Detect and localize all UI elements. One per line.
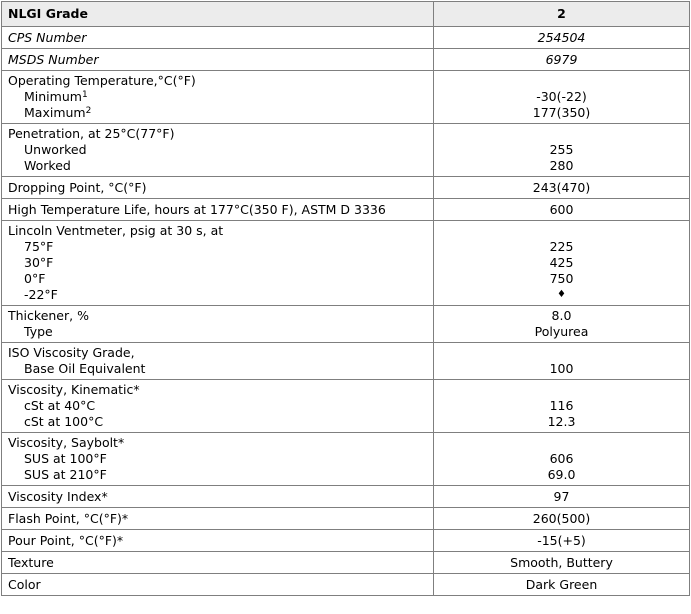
row-heading: Penetration, at 25°C(77°F) bbox=[8, 126, 175, 141]
sub-value: 69.0 bbox=[547, 467, 576, 482]
properties-table bbox=[1, 1, 690, 596]
table-row bbox=[2, 199, 690, 221]
pour-point-label: Pour Point, °C(°F)* bbox=[2, 530, 434, 552]
sub-label: Maximum$^2$ bbox=[24, 105, 92, 120]
sub-label: 0°F bbox=[24, 271, 46, 286]
sub-label: Minimum$^1$ bbox=[24, 89, 88, 104]
row-heading: Viscosity, Saybolt* bbox=[8, 435, 125, 450]
table-row bbox=[2, 27, 690, 49]
texture-value: Smooth, Buttery bbox=[434, 552, 690, 574]
sub-label: Type bbox=[24, 324, 53, 339]
table-row bbox=[2, 49, 690, 71]
sub-value: -30(-22) bbox=[536, 89, 587, 104]
viscosity-saybolt-label bbox=[2, 433, 434, 486]
table-row bbox=[2, 306, 690, 343]
sub-label: SUS at 100°F bbox=[24, 451, 107, 466]
sub-value: 177(350) bbox=[532, 105, 591, 120]
cps-number-value: 254504 bbox=[434, 27, 690, 49]
viscosity-index-label: Viscosity Index* bbox=[2, 486, 434, 508]
sub-value: 116 bbox=[549, 398, 574, 413]
high-temperature-life-label: High Temperature Life, hours at 177°C(350 F), ASTM D 3336 bbox=[2, 199, 434, 221]
sub-value: 100 bbox=[549, 361, 574, 376]
table-row bbox=[2, 177, 690, 199]
table-row bbox=[2, 552, 690, 574]
sub-value: 255 bbox=[549, 142, 574, 157]
sub-label: -22°F bbox=[24, 287, 58, 302]
sub-value: 606 bbox=[549, 451, 574, 466]
dropping-point-value: 243(470) bbox=[434, 177, 690, 199]
sub-label: Unworked bbox=[24, 142, 87, 157]
viscosity-saybolt-values bbox=[434, 433, 690, 486]
table-row bbox=[2, 486, 690, 508]
msds-number-label: MSDS Number bbox=[2, 49, 434, 71]
sub-value: 225 bbox=[549, 239, 574, 254]
table-row bbox=[2, 530, 690, 552]
row-heading: Lincoln Ventmeter, psig at 30 s, at bbox=[8, 223, 224, 238]
row-heading: Thickener, % bbox=[8, 308, 89, 323]
sub-label: cSt at 100°C bbox=[24, 414, 104, 429]
pour-point-value: -15(+5) bbox=[434, 530, 690, 552]
dropping-point-label: Dropping Point, °C(°F) bbox=[2, 177, 434, 199]
flash-point-value: 260(500) bbox=[434, 508, 690, 530]
ventmeter-label bbox=[2, 221, 434, 306]
viscosity-kinematic-values bbox=[434, 380, 690, 433]
sub-label: Base Oil Equivalent bbox=[24, 361, 146, 376]
table-row bbox=[2, 574, 690, 596]
table-row bbox=[2, 433, 690, 486]
table-row bbox=[2, 124, 690, 177]
sub-value: 280 bbox=[549, 158, 574, 173]
sub-value: Polyurea bbox=[534, 324, 589, 339]
texture-label: Texture bbox=[2, 552, 434, 574]
sub-label: Worked bbox=[24, 158, 71, 173]
diamond-icon: ♦ bbox=[557, 289, 566, 300]
row-heading: ISO Viscosity Grade, bbox=[8, 345, 135, 360]
sub-label: SUS at 210°F bbox=[24, 467, 107, 482]
sub-value: 12.3 bbox=[547, 414, 576, 429]
operating-temperature-label bbox=[2, 71, 434, 124]
row-heading: Operating Temperature,°C(°F) bbox=[8, 73, 196, 88]
ventmeter-values bbox=[434, 221, 690, 306]
row-heading: Viscosity, Kinematic* bbox=[8, 382, 140, 397]
color-label: Color bbox=[2, 574, 434, 596]
thickener-values bbox=[434, 306, 690, 343]
table-row bbox=[2, 343, 690, 380]
sub-value: 8.0 bbox=[551, 308, 572, 323]
sub-label: cSt at 40°C bbox=[24, 398, 96, 413]
table-header-row bbox=[2, 2, 690, 27]
table-row bbox=[2, 71, 690, 124]
sub-label: 30°F bbox=[24, 255, 54, 270]
nlgi-grade-label: NLGI Grade bbox=[2, 2, 434, 27]
viscosity-index-value: 97 bbox=[434, 486, 690, 508]
color-value: Dark Green bbox=[434, 574, 690, 596]
viscosity-kinematic-label bbox=[2, 380, 434, 433]
table-row bbox=[2, 380, 690, 433]
operating-temperature-values bbox=[434, 71, 690, 124]
iso-viscosity-grade-label bbox=[2, 343, 434, 380]
flash-point-label: Flash Point, °C(°F)* bbox=[2, 508, 434, 530]
sub-value: 425 bbox=[549, 255, 574, 270]
penetration-label bbox=[2, 124, 434, 177]
table-row bbox=[2, 221, 690, 306]
nlgi-grade-value: 2 bbox=[434, 2, 690, 27]
thickener-label bbox=[2, 306, 434, 343]
penetration-values bbox=[434, 124, 690, 177]
cps-number-label: CPS Number bbox=[2, 27, 434, 49]
sub-value: 750 bbox=[549, 271, 574, 286]
table-row bbox=[2, 508, 690, 530]
iso-viscosity-grade-values bbox=[434, 343, 690, 380]
high-temperature-life-value: 600 bbox=[434, 199, 690, 221]
msds-number-value: 6979 bbox=[434, 49, 690, 71]
sub-label: 75°F bbox=[24, 239, 54, 254]
